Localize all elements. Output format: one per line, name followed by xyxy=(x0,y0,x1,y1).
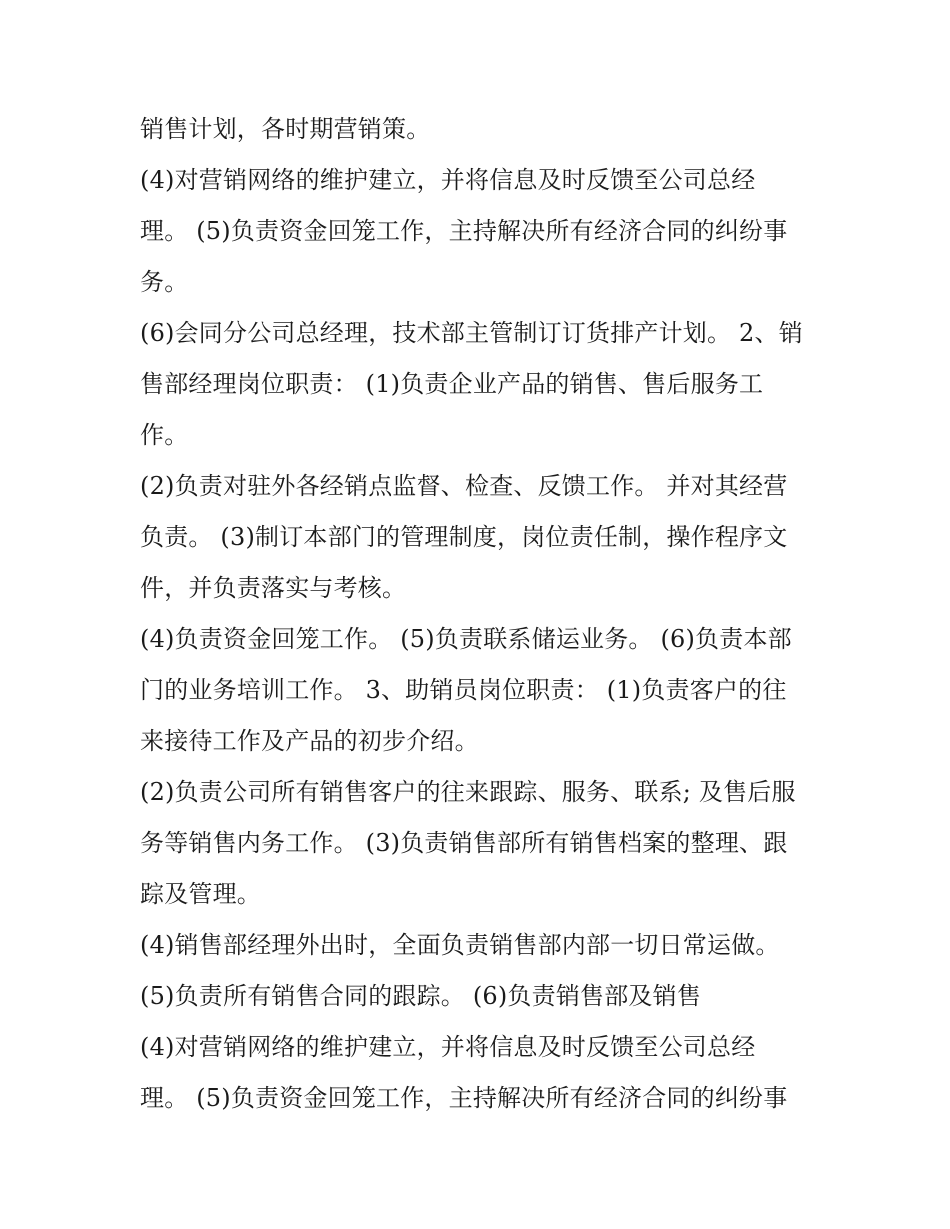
text-line: (4)销售部经理外出时，全面负责销售部内部一切日常运做。 xyxy=(140,931,780,959)
text-line: 负责。 (3)制订本部门的管理制度，岗位责任制，操作程序文 xyxy=(140,523,788,551)
text-line: 门的业务培训工作。 3、助销员岗位职责： (1)负责客户的往 xyxy=(140,676,787,704)
text-line: 踪及管理。 xyxy=(140,880,261,908)
text-line: (2)负责对驻外各经销点监督、检查、反馈工作。 并对其经营 xyxy=(140,472,788,500)
text-line: (2)负责公司所有销售客户的往来跟踪、服务、联系; 及售后服 xyxy=(140,778,796,806)
text-line: 来接待工作及产品的初步介绍。 xyxy=(140,727,479,755)
text-line: (4)对营销网络的维护建立，并将信息及时反馈至公司总经 xyxy=(140,166,756,194)
text-line: (5)负责所有销售合同的跟踪。 (6)负责销售部及销售 xyxy=(140,982,702,1010)
text-line: (6)会同分公司总经理，技术部主管制订订货排产计划。 2、销 xyxy=(140,319,803,347)
text-line: 务。 xyxy=(140,268,189,296)
text-line: 件，并负责落实与考核。 xyxy=(140,574,407,602)
text-line: (4)负责资金回笼工作。 (5)负责联系储运业务。 (6)负责本部 xyxy=(140,625,792,653)
text-line: 售部经理岗位职责： (1)负责企业产品的销售、售后服务工 xyxy=(140,370,764,398)
text-line: 理。 (5)负责资金回笼工作，主持解决所有经济合同的纠纷事 xyxy=(140,217,788,245)
text-line: 务等销售内务工作。 (3)负责销售部所有销售档案的整理、跟 xyxy=(140,829,788,857)
document-body xyxy=(140,104,830,1124)
text-line: 作。 xyxy=(140,421,189,449)
text-line: 理。 (5)负责资金回笼工作，主持解决所有经济合同的纠纷事 xyxy=(140,1084,788,1112)
text-line: 销售计划，各时期营销策。 xyxy=(140,115,431,143)
text-line: (4)对营销网络的维护建立，并将信息及时反馈至公司总经 xyxy=(140,1033,756,1061)
